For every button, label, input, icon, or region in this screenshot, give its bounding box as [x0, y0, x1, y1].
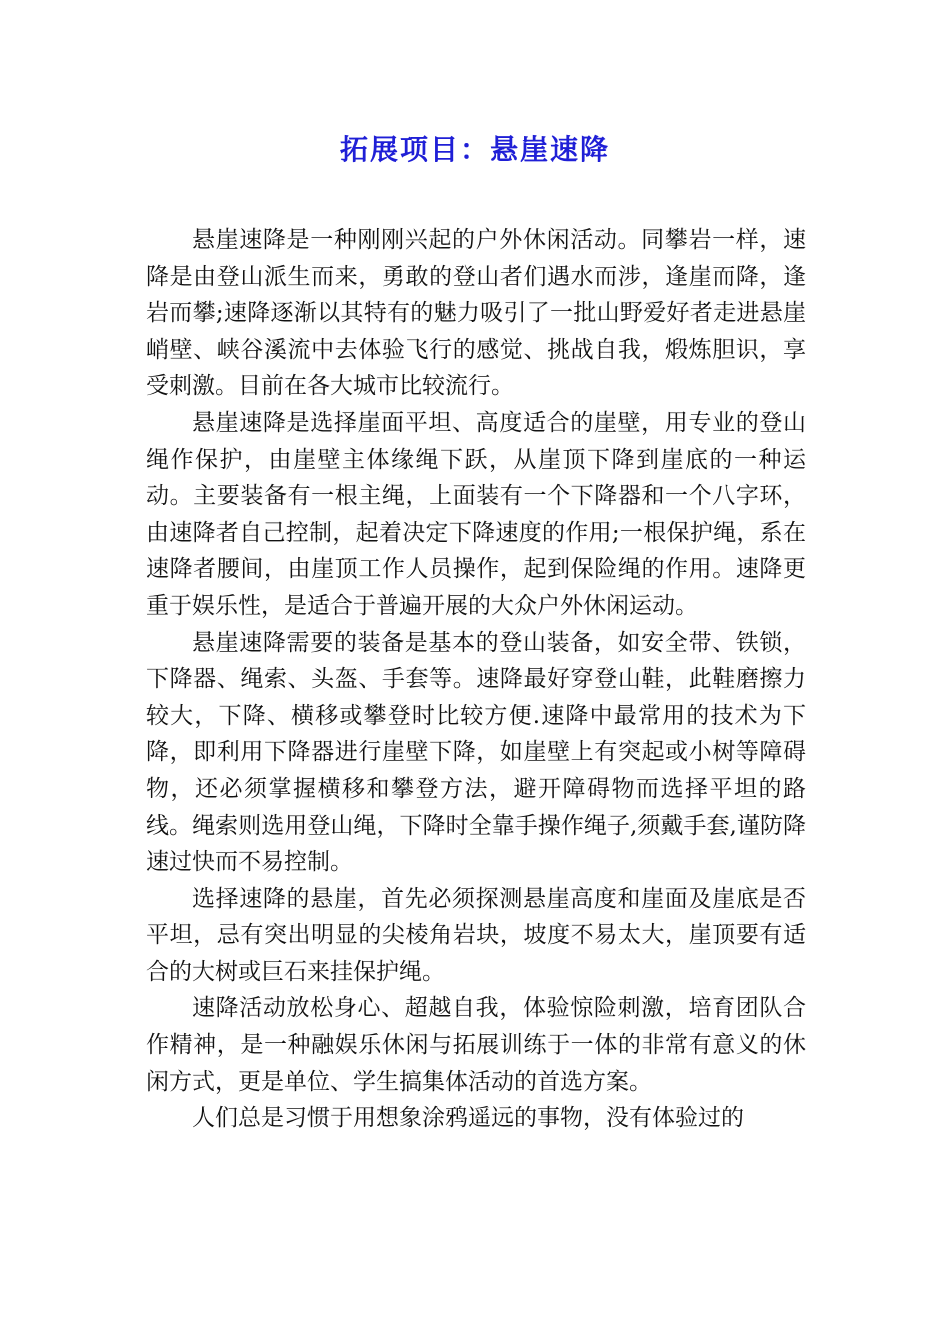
paragraph-2: 悬崖速降是选择崖面平坦、高度适合的崖壁，用专业的登山绳作保护，由崖壁主体缘绳下跃，从崖顶下降到崖底的一种运动。主要装备有一根主绳，上面装有一个下降器和一个八字环，由速降者自己控制，起着决定下降速度的作用;一根保护绳，系在速降者腰间，由崖顶工作人员操作，起到保险绳的作用。速降更重于娱乐性，是适合于普遍开展的大众户外休闲运动。	[146, 409, 806, 619]
paragraph-3: 悬崖速降需要的装备是基本的登山装备，如安全带、铁锁，下降器、绳索、头盔、手套等。速降最好穿登山鞋，此鞋磨擦力较大，下降、横移或攀登时比较方便.速降中最常用的技术为下降，即利用下降器进行崖壁下降，如崖壁上有突起或小树等障碍物，还必须掌握横移和攀登方法，避开障碍物而选择平坦的路线。绳索则选用登山绳，下降时全靠手操作绳子,须戴手套,谨防降速过快而不易控制。	[146, 629, 806, 876]
document-body	[146, 222, 806, 1137]
paragraph-4: 选择速降的悬崖，首先必须探测悬崖高度和崖面及崖底是否平坦，忌有突出明显的尖棱角岩块，坡度不易太大，崖顶要有适合的大树或巨石来挂保护绳。	[146, 885, 806, 985]
paragraph-1: 悬崖速降是一种刚刚兴起的户外休闲活动。同攀岩一样，速降是由登山派生而来，勇敢的登山者们遇水而涉，逢崖而降，逢岩而攀;速降逐渐以其特有的魅力吸引了一批山野爱好者走进悬崖峭壁、峡谷溪流中去体验飞行的感觉、挑战自我，煅炼胆识，享受刺激。目前在各大城市比较流行。	[146, 227, 806, 400]
document-title: 拓展项目：悬崖速降	[339, 133, 610, 166]
paragraph-6: 人们总是习惯于用想象涂鸦遥远的事物，没有体验过的	[192, 1105, 744, 1132]
paragraph-5: 速降活动放松身心、超越自我，体验惊险刺激，培育团队合作精神，是一种融娱乐休闲与拓展训练于一体的非常有意义的休闲方式，更是单位、学生搞集体活动的首选方案。	[146, 995, 806, 1095]
